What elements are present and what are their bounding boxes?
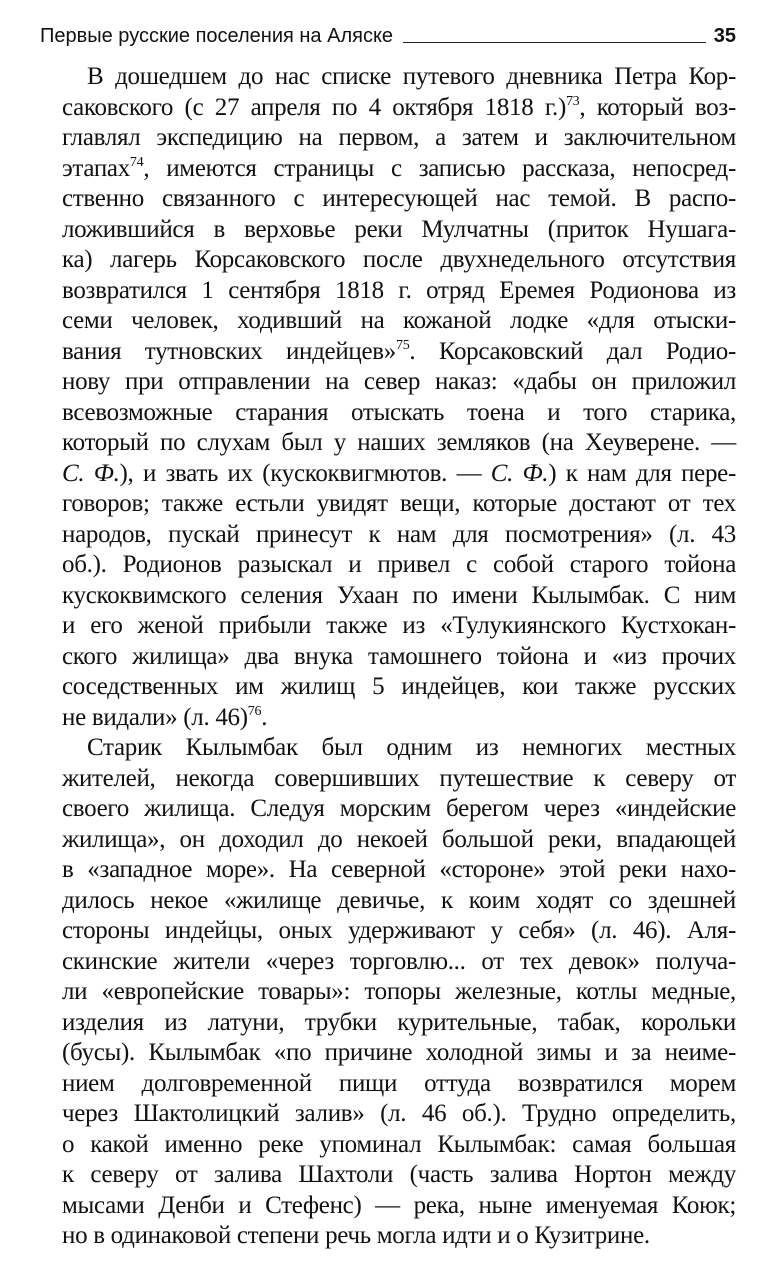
text-line xyxy=(62,337,736,368)
text-run: не видали» (л. 46) xyxy=(62,703,248,731)
text-line xyxy=(62,398,736,429)
text-run: (бусы). Кылымбак «по причине холодной зимы и за неиме- xyxy=(62,1039,736,1066)
running-title: Первые русские поселения на Аляске xyxy=(40,25,394,47)
text-line xyxy=(62,1069,736,1100)
text-line xyxy=(62,1099,736,1130)
text-line xyxy=(62,977,736,1008)
text-run: ка) лагерь Корсаковского после двухнедельного отсутствия xyxy=(62,246,736,273)
text-run: соседственных им жилищ 5 индейцев, кои также русских xyxy=(62,673,736,700)
text-line xyxy=(62,825,736,856)
text-run: об.). Родионов разыскал и привел с собой старого тойона xyxy=(62,551,736,578)
text-line xyxy=(62,367,736,398)
paragraph xyxy=(62,733,736,1252)
text-run: . Корсаковский дал Родио- xyxy=(409,337,736,365)
text-run: о какой именно реке упоминал Кылымбак: самая большая xyxy=(62,1130,736,1158)
text-run: Старик Кылымбак был одним из немногих местных xyxy=(87,734,736,761)
text-run: изделия из латуни, трубки курительные, табак, корольки xyxy=(62,1008,736,1036)
text-run: в «западное море». На северной «стороне» этой реки нахо- xyxy=(62,856,736,883)
text-line xyxy=(62,93,736,124)
text-line xyxy=(62,123,736,154)
text-run: к северу от залива Шахтоли (часть залива Нортон между xyxy=(62,1161,736,1188)
text-line xyxy=(62,520,736,551)
footnote-ref: 74 xyxy=(129,154,144,170)
text-line xyxy=(62,916,736,947)
text-run: главлял экспедицию на первом, а затем и заключительном xyxy=(62,124,736,151)
text-line xyxy=(62,1191,736,1222)
text-run: но в одинаковой степени речь могла идти и о Кузитрине. xyxy=(62,1222,650,1249)
text-line xyxy=(62,1221,736,1252)
text-run: семи человек, ходивший на кожаной лодке «для отыски- xyxy=(62,307,736,334)
text-line xyxy=(62,276,736,307)
text-run: и его женой прибыли также из «Тулукиянского Кустхокан- xyxy=(62,612,736,639)
text-line xyxy=(62,642,736,673)
italic-text: С. Ф. xyxy=(490,459,549,487)
text-run: ), и звать их (кускоквигмютов. — xyxy=(119,459,491,487)
footnote-ref: 76 xyxy=(247,703,262,719)
text-line xyxy=(62,215,736,246)
text-line xyxy=(62,489,736,520)
text-run: ственно связанного с интересующей нас темой. В распо- xyxy=(62,185,736,212)
text-line xyxy=(62,459,736,490)
text-line xyxy=(62,1008,736,1039)
text-line xyxy=(62,611,736,642)
text-run: ложившийся в верховье реки Мулчатны (приток Нушага- xyxy=(62,215,736,243)
text-run: народов, пускай принесут к нам для посмотрения» (л. 43 xyxy=(62,520,736,548)
text-run: ли «европейские товары»: топоры железные, котлы медные, xyxy=(62,978,736,1005)
text-run: , который воз- xyxy=(579,93,736,121)
text-line xyxy=(62,306,736,337)
text-line xyxy=(62,794,736,825)
footnote-ref: 75 xyxy=(396,337,410,353)
text-line xyxy=(62,154,736,185)
text-run: ского жилища» два внука тамошнего тойона и «из прочих xyxy=(62,642,736,670)
text-run: через Шактолицкий залив» (л. 46 об.). Трудно определить, xyxy=(62,1100,736,1127)
body-text xyxy=(62,62,736,1252)
text-run: скинские жители «через торговлю... от тех девок» получа- xyxy=(62,947,736,975)
text-run: ) к нам для пере- xyxy=(548,459,737,487)
text-line xyxy=(62,703,736,734)
text-run: возвратился 1 сентября 1818 г. отряд Еремея Родионова из xyxy=(62,276,736,304)
text-run: мысами Денби и Стефенс) — река, ныне именуемая Коюк; xyxy=(62,1191,736,1219)
text-line xyxy=(62,62,736,93)
text-line xyxy=(62,947,736,978)
text-run: вания тутновских индейцев» xyxy=(62,337,397,365)
page-number: 35 xyxy=(713,25,736,47)
text-line xyxy=(62,1160,736,1191)
text-line xyxy=(62,1038,736,1069)
text-run: жителей, некогда совершивших путешествие к северу от xyxy=(62,764,736,792)
text-run: который по слухам был у наших земляков (на Хеуверене. — xyxy=(62,429,736,456)
text-run: нову при отправлении на север наказ: «дабы он приложил xyxy=(62,368,736,395)
text-run: нием долговременной пищи оттуда возвратился морем xyxy=(62,1069,736,1097)
text-run: жилища», он доходил до некоей большой реки, впадающей xyxy=(62,825,736,853)
footnote-ref: 73 xyxy=(565,93,580,109)
text-run: всевозможные старания отыскать тоена и того старика, xyxy=(62,398,736,426)
text-line xyxy=(62,245,736,276)
text-line xyxy=(62,581,736,612)
text-line xyxy=(62,733,736,764)
text-run: кускоквимского селения Ухаан по имени Кылымбак. С ним xyxy=(62,581,736,609)
text-line xyxy=(62,764,736,795)
text-run: этапах xyxy=(62,154,130,182)
text-line xyxy=(62,428,736,459)
text-run: . xyxy=(261,703,268,731)
text-run: , имеются страницы с записью рассказа, непосред- xyxy=(143,154,736,182)
header-rule xyxy=(403,42,706,43)
text-line xyxy=(62,1130,736,1161)
paragraph xyxy=(62,62,736,733)
text-run: дилось некое «жилище девичье, к коим ходят со здешней xyxy=(62,886,736,914)
text-run: своего жилища. Следуя морским берегом через «индейские xyxy=(62,795,736,822)
text-line xyxy=(62,886,736,917)
running-header xyxy=(40,14,736,48)
text-run: В дошедшем до нас списке путевого дневника Петра Кор- xyxy=(87,63,736,90)
text-run: говоров; также естьли увидят вещи, которые достают от тех xyxy=(62,490,736,517)
italic-text: С. Ф. xyxy=(62,459,120,487)
text-line xyxy=(62,184,736,215)
text-run: стороны индейцы, оных удерживают у себя» (л. 46). Аля- xyxy=(62,917,736,944)
text-run: саковского (с 27 апреля по 4 октября 1818 г.) xyxy=(62,93,566,121)
text-line xyxy=(62,855,736,886)
text-line xyxy=(62,550,736,581)
text-line xyxy=(62,672,736,703)
